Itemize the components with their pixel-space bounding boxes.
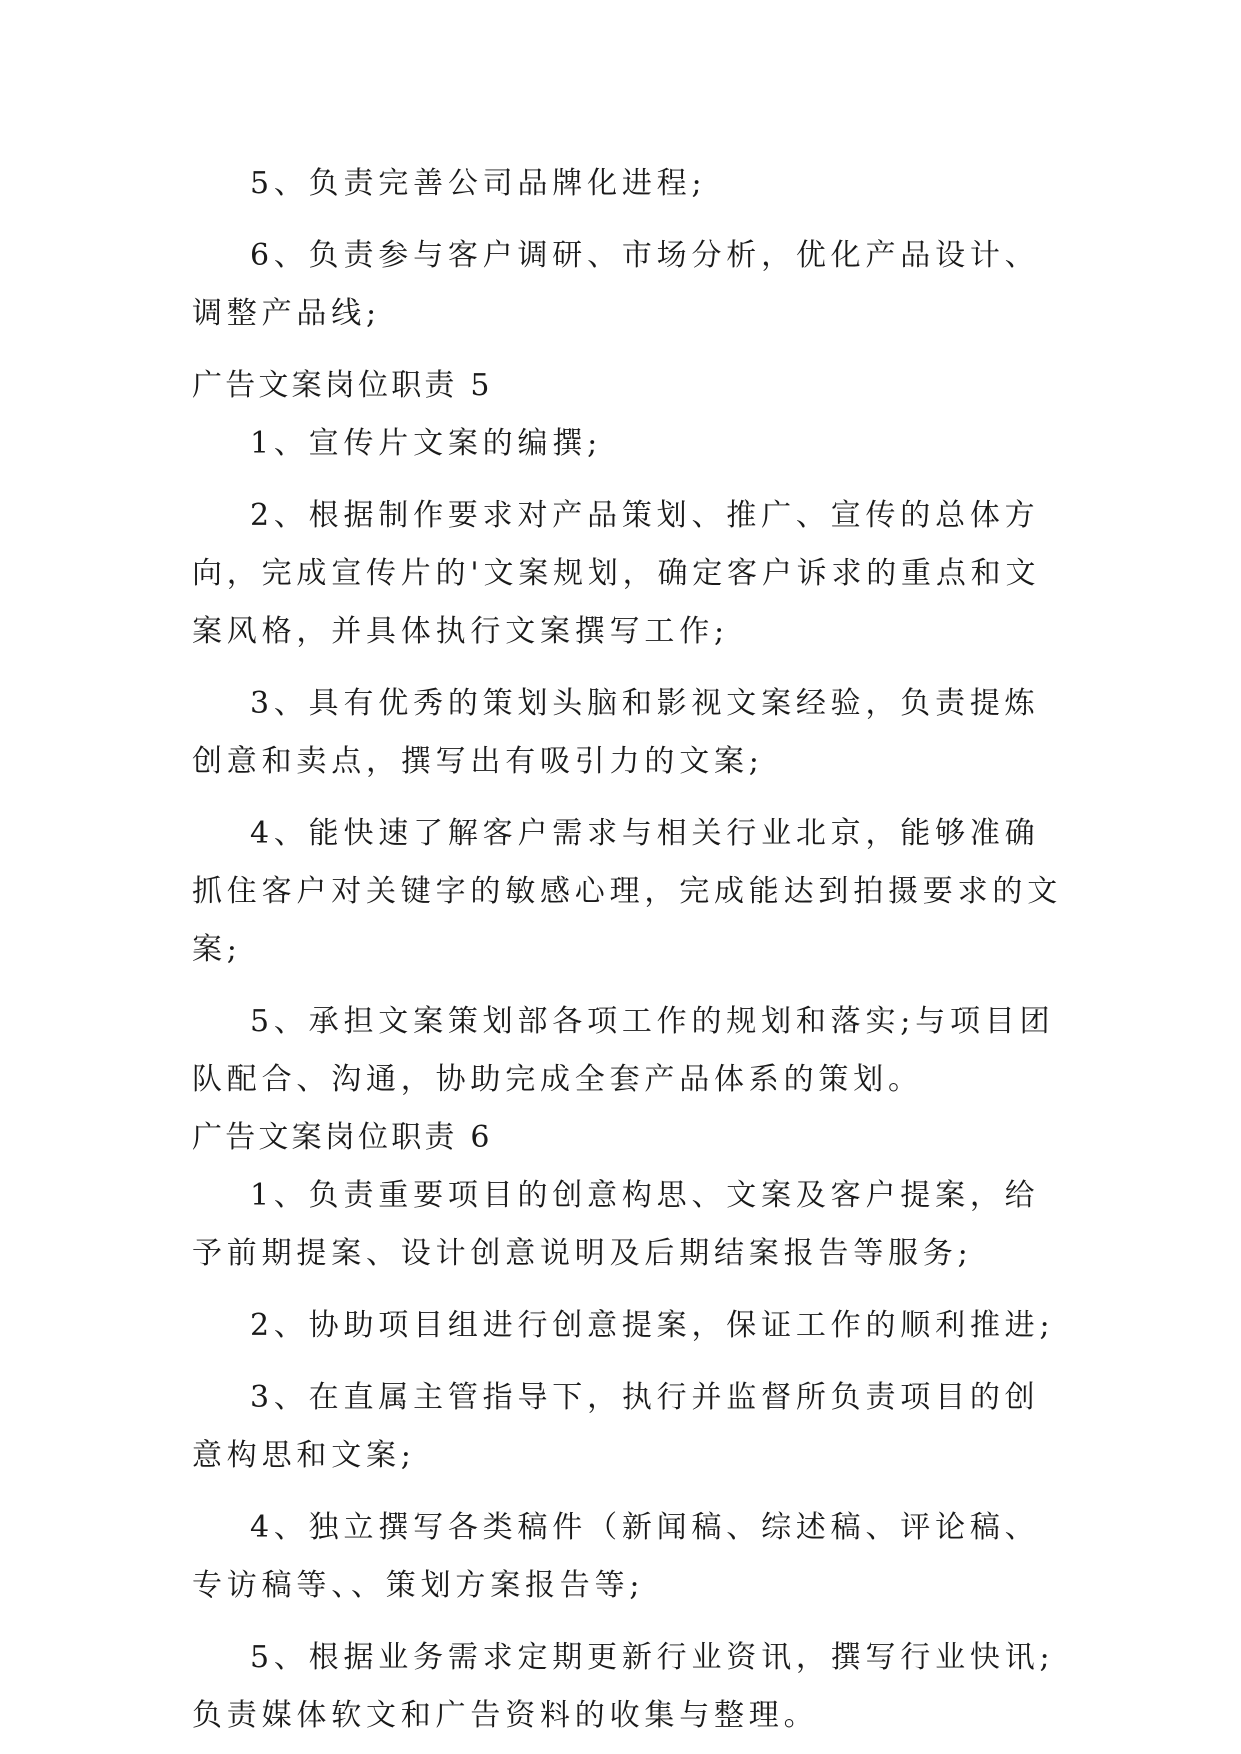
- section-heading: 广告文案岗位职责 5: [192, 368, 493, 403]
- paragraph-item: 1、负责重要项目的创意构思、文案及客户提案，给予前期提案、设计创意说明及后期结案报告等服务;: [192, 1178, 1040, 1271]
- paragraph-item: 4、能快速了解客户需求与相关行业北京，能够准确抓住客户对关键字的敏感心理，完成能达到拍摄要求的文案;: [192, 816, 1062, 967]
- paragraph-item: 6、负责参与客户调研、市场分析，优化产品设计、调整产品线;: [192, 238, 1040, 331]
- section-heading: 广告文案岗位职责 6: [192, 1120, 493, 1155]
- document-body: [192, 155, 1062, 1745]
- paragraph-item: 1、宣传片文案的编撰;: [250, 426, 602, 461]
- paragraph-item: 2、协助项目组进行创意提案，保证工作的顺利推进;: [250, 1308, 1055, 1343]
- paragraph-item: 5、负责完善公司品牌化进程;: [250, 166, 707, 201]
- paragraph-item: 5、根据业务需求定期更新行业资讯，撰写行业快讯;负责媒体软文和广告资料的收集与整理。: [192, 1640, 1055, 1733]
- paragraph-item: 3、具有优秀的策划头脑和影视文案经验，负责提炼创意和卖点，撰写出有吸引力的文案;: [192, 686, 1040, 779]
- paragraph-item: 3、在直属主管指导下，执行并监督所负责项目的创意构思和文案;: [192, 1380, 1040, 1473]
- paragraph-item: 2、根据制作要求对产品策划、推广、宣传的总体方向，完成宣传片的'文案规划，确定客户诉求的重点和文案风格，并具体执行文案撰写工作;: [192, 498, 1041, 649]
- paragraph-item: 5、承担文案策划部各项工作的规划和落实;与项目团队配合、沟通，协助完成全套产品体系的策划。: [192, 1004, 1055, 1097]
- paragraph-item: 4、独立撰写各类稿件（新闻稿、综述稿、评论稿、专访稿等、、策划方案报告等;: [192, 1510, 1040, 1603]
